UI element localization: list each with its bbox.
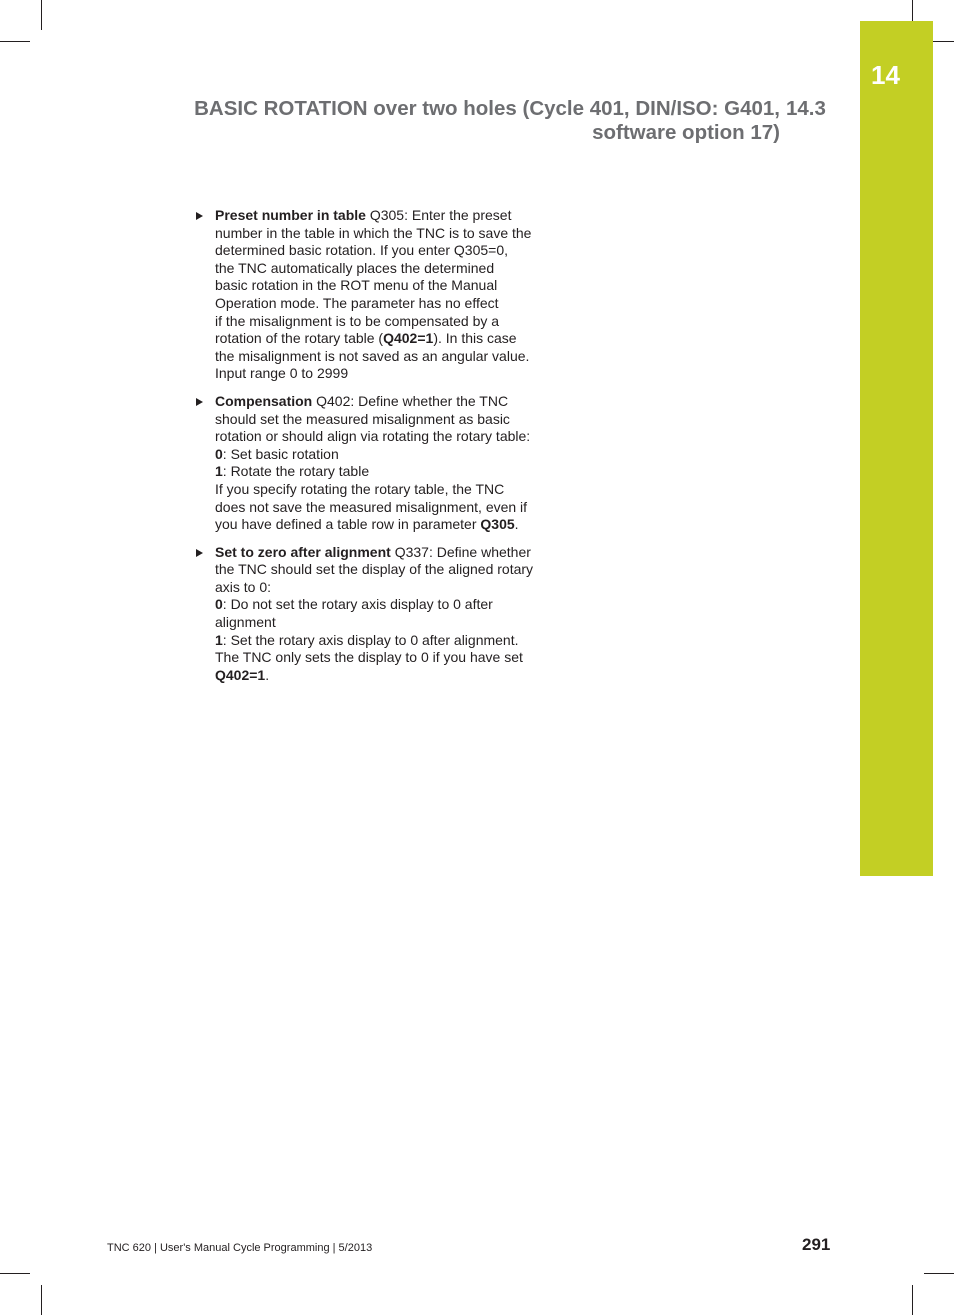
text-line: does not save the measured misalignment, even if — [215, 498, 528, 515]
text-line: alignment — [215, 614, 276, 631]
text-line: axis to 0: — [215, 578, 272, 595]
list-item — [196, 207, 561, 383]
page-title — [160, 97, 780, 145]
text-line: Operation mode. The parameter has no effect — [215, 294, 499, 311]
text-fragment: rotation of the rotary table ( — [215, 330, 384, 347]
param-ref: Q402=1 — [383, 330, 434, 347]
page-title-line1: BASIC ROTATION over two holes (Cycle 401, DIN/ISO: G401, — [194, 97, 780, 120]
param-ref: Q305 — [480, 516, 515, 533]
crop-mark — [41, 1285, 42, 1315]
list-item — [196, 393, 561, 534]
option-key: 0 — [215, 445, 223, 462]
parameter-label: Compensation — [215, 392, 313, 409]
list-item — [196, 544, 561, 685]
option-text: : Rotate the rotary table — [222, 463, 370, 480]
option-text: : Set basic rotation — [222, 445, 339, 462]
chapter-number: 14 — [871, 60, 900, 90]
text-line: if the misalignment is to be compensated by a — [215, 312, 500, 329]
crop-mark — [912, 1285, 913, 1315]
text-line: the misalignment is not saved as an angular value. — [215, 347, 530, 364]
text-fragment: . — [265, 666, 270, 683]
parameter-code: Q305: Enter the preset — [365, 207, 512, 223]
crop-mark — [0, 41, 30, 42]
parameter-label: Preset number in table — [215, 207, 366, 223]
footer-text: TNC 620 | User's Manual Cycle Programming | 5/2013 — [107, 1242, 373, 1254]
triangle-bullet-icon — [196, 398, 203, 406]
chapter-tab — [860, 21, 933, 876]
crop-mark — [41, 0, 42, 30]
option-text: : Do not set the rotary axis display to 0 after — [222, 596, 493, 613]
option-key: 1 — [215, 463, 223, 480]
triangle-bullet-icon — [196, 212, 203, 220]
param-ref: Q402=1 — [215, 666, 266, 683]
text-line: basic rotation in the ROT menu of the Manual — [215, 277, 498, 294]
text-line: rotation or should align via rotating the rotary table: — [215, 428, 531, 445]
option-text: : Set the rotary axis display to 0 after alignment. — [222, 631, 519, 648]
text-line: should set the measured misalignment as basic — [215, 410, 510, 427]
text-fragment: ). In this case — [433, 330, 517, 347]
parameter-code: Q337: Define whether — [390, 543, 531, 560]
section-number: 14.3 — [786, 97, 826, 120]
option-key: 1 — [215, 631, 223, 648]
text-line: Input range 0 to 2999 — [215, 365, 349, 382]
text-line: the TNC should set the display of the aligned rotary — [215, 561, 534, 578]
crop-mark — [924, 1273, 954, 1274]
page-number: 291 — [802, 1235, 831, 1254]
parameter-code: Q402: Define whether the TNC — [312, 392, 509, 409]
triangle-bullet-icon — [196, 549, 203, 557]
page-title-line2: software option 17) — [592, 121, 780, 144]
text-fragment: you have defined a table row in parameter — [215, 516, 481, 533]
parameter-label: Set to zero after alignment — [215, 543, 391, 560]
text-fragment: . — [514, 516, 519, 533]
text-line: number in the table in which the TNC is to save the — [215, 224, 532, 241]
text-line: the TNC automatically places the determined — [215, 259, 495, 276]
crop-mark — [0, 1273, 30, 1274]
text-line: If you specify rotating the rotary table, the TNC — [215, 480, 505, 497]
text-line: The TNC only sets the display to 0 if you have set — [215, 649, 523, 666]
parameter-list — [196, 207, 561, 694]
option-key: 0 — [215, 596, 223, 613]
text-line: determined basic rotation. If you enter Q305=0, — [215, 242, 509, 259]
